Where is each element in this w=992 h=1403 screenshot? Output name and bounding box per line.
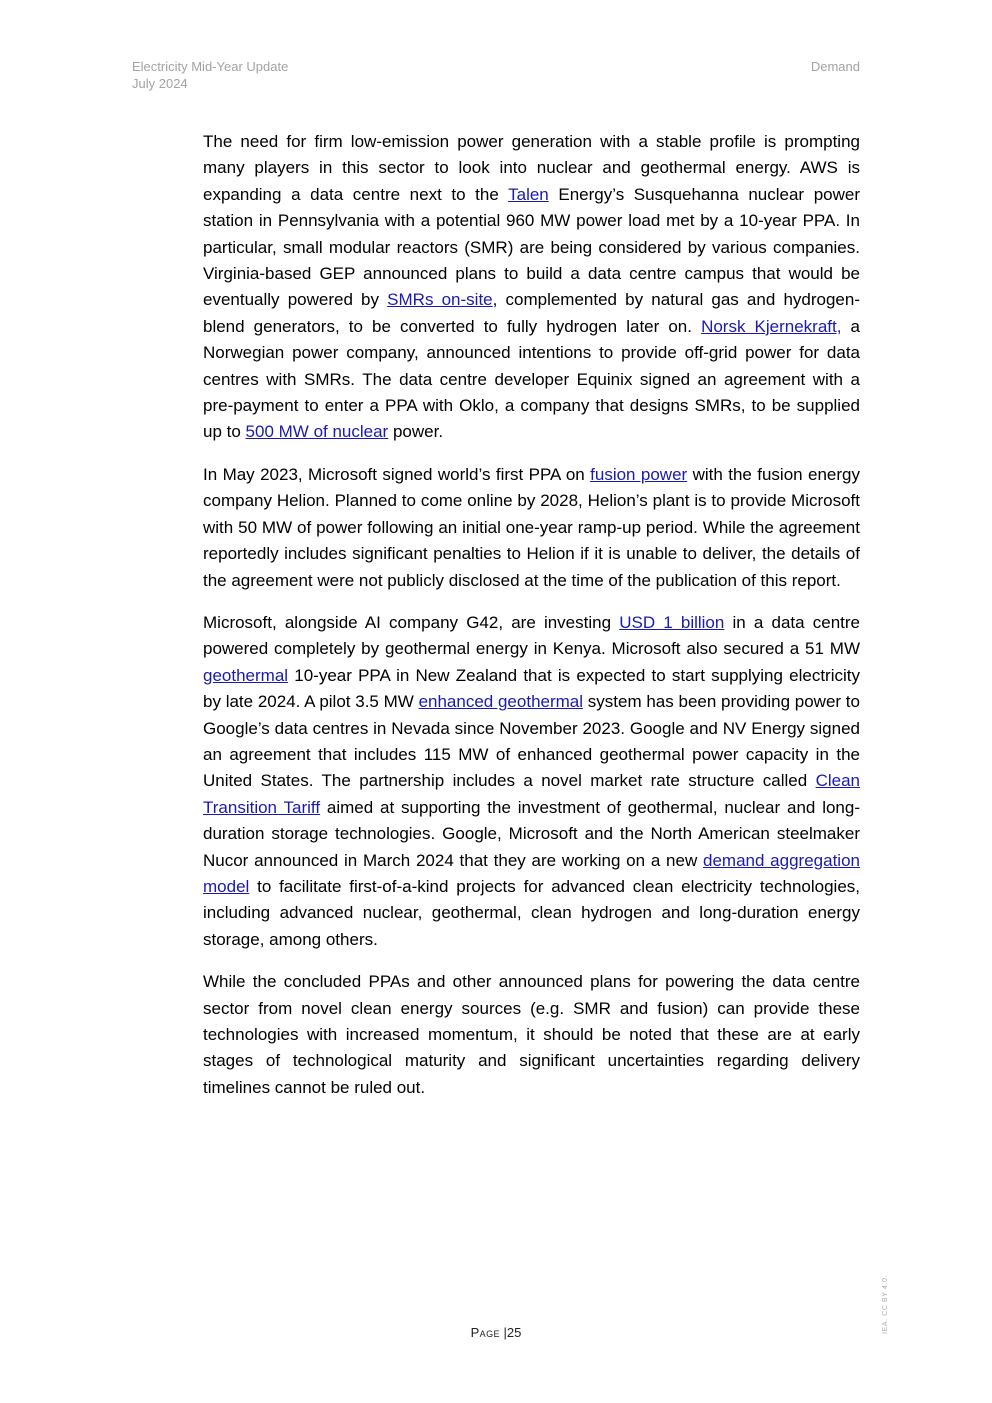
paragraph-text: Microsoft, alongside AI company G42, are investing [203,612,620,632]
paragraph-text: with the fusion energy company Helion. Planned to come online by 2028, Helion’s plant is to provide Microsoft with 50 MW of power following an initial one-year ramp-up period. While the agreement reportedly includes significant penalties to Helion if it is unable to deliver, the details of the agreement were not publicly disclosed at the time of the publication of this report. [203,464,860,590]
paragraph-text: In May 2023, Microsoft signed world’s first PPA on [203,464,591,484]
page-number: 25 [506,1325,522,1340]
paragraph-text: a Norwegian power company, announced intentions to provide off-grid power for data centres with SMRs. The data centre developer Equinix signed an agreement with a pre-payment to enter a PPA with Oklo, a company that designs SMRs, to be supplied up to [203,316,860,442]
paragraph-text: to facilitate first-of-a-kind projects for advanced clean electricity technologies, including advanced nuclear, geothermal, clean hydrogen and long-duration energy storage, among others. [203,876,860,949]
license-note [878,1270,894,1340]
page-label: Page [470,1325,500,1340]
reference-link[interactable]: SMRs on-site [387,290,493,310]
reference-link[interactable]: Norsk Kjernekraft, [701,316,842,336]
paragraph-text: 10-year PPA in New Zealand that is expected to start supplying electricity by late 2024. A pilot 3.5 MW [203,665,860,712]
page-separator: | [503,1325,507,1340]
body-text [203,129,860,1117]
paragraph-text: in a data centre powered completely by geothermal energy in Kenya. Microsoft also secured a 51 MW [203,612,860,659]
reference-link[interactable]: Talen [508,184,549,204]
paragraph-text: While the concluded PPAs and other announced plans for powering the data centre sector from novel clean energy sources (e.g. SMR and fusion) can provide these technologies with increased momentum, it should be noted that these are at early stages of technological maturity and significant uncertainties regarding delivery timelines cannot be ruled out. [203,972,860,1097]
reference-link[interactable]: enhanced geothermal [418,692,584,712]
paragraph-text: The need for firm low-emission power generation with a stable profile is prompting many players in this sector to look into nuclear and geothermal energy. AWS is expanding a data centre next to the [203,132,860,204]
paragraph [203,610,860,953]
paragraph-text: , complemented by natural gas and hydrogen-blend generators, to be converted to fully hydrogen later on. [203,290,860,336]
reference-link[interactable]: Clean Transition Tariff [203,771,860,817]
report-title: Electricity Mid-Year Update [132,59,289,74]
report-date: July 2024 [132,76,188,91]
paragraph [203,129,860,446]
section-name: Demand [810,59,860,74]
paragraph-text: Energy’s Susquehanna nuclear power station in Pennsylvania with a potential 960 MW power load met by a 10-year PPA. In particular, small modular reactors (SMR) are being considered by various companies. Virginia-based GEP announced plans to build a data centre campus that would be eventually powered by [203,184,861,310]
paragraph-text: power. [388,422,444,442]
reference-link[interactable]: fusion power [590,464,688,484]
reference-link[interactable]: USD 1 billion [619,612,725,632]
reference-link[interactable]: geothermal [203,665,289,685]
paragraph-text: aimed at supporting the investment of geothermal, nuclear and long-duration storage technologies. Google, Microsoft and the North American steelmaker Nucor announced in March 2024 that they are working on a new [203,797,860,870]
running-header-left [132,58,288,92]
paragraph-text: system has been providing power to Google’s data centres in Nevada since November 2023. Google and NV Energy signed an agreement that includes 115 MW of enhanced geothermal power capacity in the United States. The partnership includes a novel market rate structure called [203,692,860,791]
reference-link[interactable]: demand aggregation model [203,850,860,896]
reference-link[interactable]: 500 MW of nuclear [245,422,389,442]
paragraph [203,969,860,1101]
page-footer [0,1325,992,1340]
paragraph [203,462,860,594]
license-text: IEA. CC BY 4.0. [882,1274,889,1334]
running-header-right [811,58,860,75]
